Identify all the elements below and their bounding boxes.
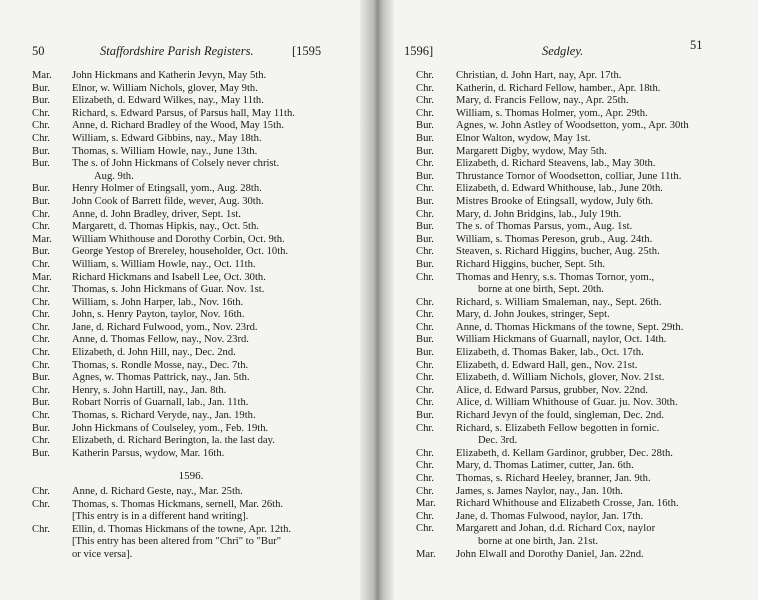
register-entry bbox=[416, 347, 746, 360]
entry-continuation: borne at one birth, Sept. 20th. bbox=[478, 284, 604, 296]
entry-type: Chr. bbox=[416, 523, 434, 535]
page-number: 50 bbox=[32, 44, 45, 58]
entry-type: Chr. bbox=[416, 70, 434, 81]
entry-type: Chr. bbox=[416, 422, 434, 434]
entry-text: William, s. John Harper, lab., Nov. 16th. bbox=[72, 296, 244, 308]
entry-text: Elnor Walton, wydow, May 1st. bbox=[456, 132, 591, 144]
entry-text: John Hickmans and Katherin Jevyn, May 5th. bbox=[72, 70, 267, 81]
register-entry bbox=[32, 309, 350, 322]
entry-type: Chr. bbox=[416, 296, 434, 308]
register-entry bbox=[32, 209, 350, 222]
entry-type: Mar. bbox=[416, 498, 436, 510]
running-title: Sedgley. bbox=[542, 44, 584, 58]
register-entry bbox=[32, 70, 350, 83]
register-entry bbox=[32, 372, 350, 385]
register-entry bbox=[32, 486, 350, 499]
entry-text: Mary, d. John Bridgins, lab., July 19th. bbox=[456, 208, 622, 220]
register-entry bbox=[416, 448, 746, 461]
entry-text: William, s. Edward Gibbins, nay., May 18th. bbox=[72, 132, 262, 144]
entry-type: Chr. bbox=[32, 523, 50, 535]
entry-text: Mary, d. Francis Fellow, nay., Apr. 25th. bbox=[456, 95, 629, 107]
entry-text: Alice, d. William Whithouse of Guar. ju. Nov. 30th. bbox=[456, 397, 678, 409]
entry-text: Christian, d. John Hart, nay, Apr. 17th. bbox=[456, 70, 622, 81]
entry-type: Mar. bbox=[32, 271, 52, 283]
entry-text: Thomas, s. John Hickmans of Guar. Nov. 1st. bbox=[72, 284, 265, 296]
entry-type: Bur. bbox=[416, 120, 434, 132]
editorial-note: [This entry is in a different hand writing]. bbox=[72, 511, 249, 523]
entry-type: Chr. bbox=[32, 309, 50, 321]
register-entry bbox=[32, 272, 350, 285]
entry-text: Elizabeth, d. William Nichols, glover, Nov. 21st. bbox=[456, 372, 665, 384]
register-entry bbox=[416, 372, 746, 385]
editorial-note: or vice versa]. bbox=[72, 548, 133, 560]
entry-type: Chr. bbox=[32, 347, 50, 359]
left-page bbox=[0, 0, 362, 600]
entry-text: Steaven, s. Richard Higgins, bucher, Aug. 25th. bbox=[456, 246, 660, 258]
entry-text: Jane, d. Richard Fulwood, yom., Nov. 23rd. bbox=[72, 321, 258, 333]
entry-type: Chr. bbox=[32, 410, 50, 422]
entry-type: Chr. bbox=[416, 321, 434, 333]
entry-text: Alice, d. Edward Parsus, grubber, Nov. 22nd. bbox=[456, 384, 648, 396]
entry-text: William, s. Thomas Holmer, yom., Apr. 29th. bbox=[456, 107, 648, 119]
entry-type: Chr. bbox=[416, 397, 434, 409]
entry-type: Chr. bbox=[416, 309, 434, 321]
register-entry bbox=[32, 196, 350, 209]
entry-text: Thrustance Tornor of Woodsetton, colliar, June 11th. bbox=[456, 170, 682, 182]
entry-type: Chr. bbox=[416, 384, 434, 396]
register-entry bbox=[32, 499, 350, 512]
register-entry bbox=[32, 385, 350, 398]
register-entry bbox=[416, 83, 746, 96]
register-entry bbox=[32, 423, 350, 436]
register-entry bbox=[416, 498, 746, 511]
entry-type: Chr. bbox=[32, 334, 50, 346]
register-entry bbox=[32, 435, 350, 448]
entry-text: Robart Norris of Guarnall, lab., Jan. 11th. bbox=[72, 397, 249, 409]
entry-text: William, s. Thomas Pereson, grub., Aug. 24th. bbox=[456, 233, 653, 245]
register-entry bbox=[416, 183, 746, 196]
register-entries bbox=[416, 70, 746, 561]
entry-text: Anne, d. Thomas Fellow, nay., Nov. 23rd. bbox=[72, 334, 249, 346]
entry-type: Chr. bbox=[32, 284, 50, 296]
entry-type: Bur. bbox=[32, 158, 50, 170]
entry-text: Anne, d. John Bradley, driver, Sept. 1st. bbox=[72, 208, 241, 220]
register-entry bbox=[32, 183, 350, 196]
entry-type: Chr. bbox=[32, 498, 50, 510]
entry-text: Anne, d. Richard Geste, nay., Mar. 25th. bbox=[72, 486, 243, 497]
entry-type: Chr. bbox=[32, 435, 50, 447]
page-number: 51 bbox=[690, 38, 703, 52]
entry-text: Elizabeth, d. Richard Berington, la. the last day. bbox=[72, 435, 275, 447]
entry-text: John Cook of Barrett filde, wever, Aug. 30th. bbox=[72, 195, 264, 207]
register-entry bbox=[416, 70, 746, 83]
entry-type: Chr. bbox=[416, 473, 434, 484]
right-page bbox=[394, 0, 758, 600]
entry-type: Chr. bbox=[32, 296, 50, 308]
entry-type: Chr. bbox=[416, 271, 434, 283]
entry-type: Bur. bbox=[416, 132, 434, 144]
year-bracket: [1595 bbox=[292, 44, 322, 58]
register-entry bbox=[416, 196, 746, 209]
entry-text: Richard, s. Edward Parsus, of Parsus hall, May 11th. bbox=[72, 107, 295, 119]
book-gutter bbox=[360, 0, 394, 600]
register-entry bbox=[32, 221, 350, 234]
register-entry bbox=[32, 448, 350, 461]
register-entry bbox=[32, 133, 350, 146]
register-entry bbox=[416, 473, 746, 486]
entry-text: Elizabeth, d. Edward Hall, gen., Nov. 21st. bbox=[456, 359, 638, 371]
entry-text: Elizabeth, d. Kellam Gardinor, grubber, Dec. 28th. bbox=[456, 447, 673, 459]
entry-type: Bur. bbox=[416, 145, 434, 157]
entry-type: Bur. bbox=[32, 422, 50, 434]
entry-text: George Yestop of Brereley, householder, Oct. 10th. bbox=[72, 246, 289, 258]
entry-type: Bur. bbox=[416, 170, 434, 182]
entry-type: Chr. bbox=[32, 258, 50, 270]
entry-text: Anne, d. Thomas Hickmans of the towne, Sept. 29th. bbox=[456, 321, 684, 333]
register-entry bbox=[32, 158, 350, 171]
register-entry bbox=[32, 334, 350, 347]
register-entry bbox=[416, 334, 746, 347]
register-entry bbox=[32, 397, 350, 410]
entry-type: Bur. bbox=[32, 397, 50, 409]
year-bracket: 1596] bbox=[404, 44, 434, 58]
register-entry bbox=[416, 146, 746, 159]
entry-type: Bur. bbox=[32, 447, 50, 459]
register-entry bbox=[32, 360, 350, 373]
entry-text: Thomas, s. Richard Veryde, nay., Jan. 19th. bbox=[72, 410, 256, 422]
entry-text: Richard Whithouse and Elizabeth Crosse, Jan. 16th. bbox=[456, 498, 679, 510]
register-entry bbox=[416, 221, 746, 234]
register-entry bbox=[32, 347, 350, 360]
entry-text: Richard, s. Elizabeth Fellow begotten in fornic. bbox=[456, 422, 660, 434]
entry-type: Chr. bbox=[416, 208, 434, 220]
entry-text: Richard Higgins, bucher, Sept. 5th. bbox=[456, 258, 606, 270]
register-entry bbox=[32, 524, 350, 537]
register-entry bbox=[416, 297, 746, 310]
entry-type: Bur. bbox=[32, 183, 50, 195]
register-entry bbox=[416, 360, 746, 373]
entry-text: Katherin, d. Richard Fellow, hamber., Apr. 18th. bbox=[456, 82, 661, 94]
entry-type: Chr. bbox=[32, 132, 50, 144]
register-entry bbox=[416, 385, 746, 398]
entry-type: Bur. bbox=[416, 258, 434, 270]
entry-text: Elizabeth, d. John Hill, nay., Dec. 2nd. bbox=[72, 347, 236, 359]
register-entry bbox=[32, 108, 350, 121]
entry-type: Chr. bbox=[416, 183, 434, 195]
entry-text: John Hickmans of Coulseley, yom., Feb. 19th. bbox=[72, 422, 269, 434]
entry-type: Chr. bbox=[416, 82, 434, 94]
entry-type: Chr. bbox=[32, 486, 50, 497]
entry-type: Chr. bbox=[416, 510, 434, 522]
entry-type: Chr. bbox=[32, 359, 50, 371]
register-entry bbox=[32, 284, 350, 297]
register-entry bbox=[32, 259, 350, 272]
entry-type: Bur. bbox=[32, 82, 50, 94]
entry-text: Jane, d. Thomas Fulwood, naylor, Jan. 17th. bbox=[456, 510, 644, 522]
register-entry bbox=[416, 486, 746, 499]
entry-type: Bur. bbox=[32, 246, 50, 258]
register-entry bbox=[32, 234, 350, 247]
entry-text: Elizabeth, d. Thomas Baker, lab., Oct. 17th. bbox=[456, 347, 644, 359]
entry-text: The s. of John Hickmans of Colsely never christ. bbox=[72, 158, 280, 170]
entry-type: Mar. bbox=[416, 548, 436, 560]
entry-type: Chr. bbox=[416, 95, 434, 107]
entry-text: Margarett and Johan, d.d. Richard Cox, naylor bbox=[456, 523, 656, 535]
register-entries bbox=[32, 70, 350, 562]
entry-type: Chr. bbox=[416, 460, 434, 472]
entry-type: Bur. bbox=[416, 410, 434, 422]
register-entry bbox=[32, 410, 350, 423]
entry-type: Chr. bbox=[416, 447, 434, 459]
entry-text: Mistres Brooke of Etingsall, wydow, July 6th. bbox=[456, 195, 654, 207]
entry-type: Mar. bbox=[32, 70, 52, 81]
entry-text: Thomas, s. Rondle Mosse, nay., Dec. 7th. bbox=[72, 359, 249, 371]
entry-type: Bur. bbox=[32, 372, 50, 384]
register-entry bbox=[416, 246, 746, 259]
register-entry bbox=[416, 133, 746, 146]
entry-continuation: Dec. 3rd. bbox=[478, 435, 518, 447]
entry-type: Bur. bbox=[32, 95, 50, 107]
register-entry bbox=[416, 322, 746, 335]
entry-text: Margarett Digby, wydow, May 5th. bbox=[456, 145, 607, 157]
entry-text: Elizabeth, d. Edward Wilkes, nay., May 11th. bbox=[72, 95, 264, 107]
register-entry bbox=[416, 460, 746, 473]
entry-type: Chr. bbox=[416, 372, 434, 384]
entry-type: Chr. bbox=[416, 359, 434, 371]
register-entry bbox=[416, 209, 746, 222]
entry-text: Agnes, w. Thomas Pattrick, nay., Jan. 5th. bbox=[72, 372, 250, 384]
entry-text: Elnor, w. William Nichols, glover, May 9th. bbox=[72, 82, 258, 94]
register-entry bbox=[32, 95, 350, 108]
entry-text: Thomas, s. Richard Heeley, branner, Jan. 9th. bbox=[456, 473, 651, 484]
entry-type: Mar. bbox=[32, 233, 52, 245]
register-entry bbox=[416, 234, 746, 247]
entry-text: James, s. James Naylor, nay., Jan. 10th. bbox=[456, 485, 623, 497]
entry-type: Chr. bbox=[416, 158, 434, 170]
entry-type: Bur. bbox=[416, 347, 434, 359]
register-entry bbox=[416, 259, 746, 272]
register-entry bbox=[416, 272, 746, 285]
register-entry bbox=[416, 120, 746, 133]
entry-type: Bur. bbox=[416, 334, 434, 346]
running-title: Staffordshire Parish Registers. bbox=[100, 44, 254, 58]
entry-text: Ellin, d. Thomas Hickmans of the towne, Apr. 12th. bbox=[72, 523, 292, 535]
entry-type: Chr. bbox=[32, 120, 50, 132]
entry-text: Margarett, d. Thomas Hipkis, nay., Oct. 5th. bbox=[72, 221, 259, 233]
entry-text: Mary, d. John Joukes, stringer, Sept. bbox=[456, 309, 610, 321]
entry-text: Thomas, s. Thomas Hickmans, sernell, Mar. 26th. bbox=[72, 498, 284, 510]
entry-text: Richard Jevyn of the fould, singleman, Dec. 2nd. bbox=[456, 410, 665, 422]
entry-continuation: borne at one birth, Jan. 21st. bbox=[478, 535, 599, 547]
register-entry bbox=[416, 423, 746, 436]
entry-text: William Whithouse and Dorothy Corbin, Oct. 9th. bbox=[72, 233, 285, 245]
entry-text: William, s. William Howle, nay., Oct. 11th. bbox=[72, 258, 256, 270]
register-entry bbox=[32, 83, 350, 96]
entry-type: Chr. bbox=[416, 485, 434, 497]
entry-type: Chr. bbox=[32, 208, 50, 220]
entry-continuation: Aug. 9th. bbox=[94, 170, 134, 182]
register-entry bbox=[32, 297, 350, 310]
entry-text: John Elwall and Dorothy Daniel, Jan. 22nd. bbox=[456, 548, 644, 560]
entry-text: John, s. Henry Payton, taylor, Nov. 16th. bbox=[72, 309, 245, 321]
entry-type: Bur. bbox=[416, 195, 434, 207]
register-entry bbox=[416, 158, 746, 171]
entry-text: Henry, s. John Hartill, nay., Jan. 8th. bbox=[72, 384, 227, 396]
entry-type: Bur. bbox=[32, 145, 50, 157]
register-entry bbox=[416, 397, 746, 410]
editorial-note: [This entry has been altered from "Chri" to "Bur" bbox=[72, 536, 282, 548]
entry-text: William Hickmans of Guarnall, naylor, Oct. 14th. bbox=[456, 334, 667, 346]
entry-text: Katherin Parsus, wydow, Mar. 16th. bbox=[72, 447, 225, 459]
entry-type: Chr. bbox=[32, 107, 50, 119]
entry-text: Richard, s. William Smaleman, nay., Sept. 26th. bbox=[456, 296, 662, 308]
entry-text: Elizabeth, d. Richard Steavens, lab., May 30th. bbox=[456, 158, 656, 170]
entry-text: Richard Hickmans and Isabell Lee, Oct. 30th. bbox=[72, 271, 266, 283]
register-entry bbox=[32, 146, 350, 159]
register-entry bbox=[416, 95, 746, 108]
register-entry bbox=[32, 322, 350, 335]
register-entry bbox=[416, 523, 746, 536]
entry-text: Thomas and Henry, s.s. Thomas Tornor, yom., bbox=[456, 271, 655, 283]
entry-text: Elizabeth, d. Edward Whithouse, lab., June 20th. bbox=[456, 183, 663, 195]
entry-type: Bur. bbox=[416, 221, 434, 233]
entry-type: Bur. bbox=[416, 233, 434, 245]
register-entry bbox=[416, 108, 746, 121]
register-entry bbox=[416, 511, 746, 524]
register-entry bbox=[416, 410, 746, 423]
entry-type: Chr. bbox=[416, 246, 434, 258]
register-entry bbox=[416, 171, 746, 184]
entry-text: Henry Holmer of Etingsall, yom., Aug. 28th. bbox=[72, 183, 262, 195]
entry-type: Chr. bbox=[32, 321, 50, 333]
entry-text: Agnes, w. John Astley of Woodsetton, yom., Apr. 30th bbox=[456, 120, 689, 132]
register-entry bbox=[32, 120, 350, 133]
entry-type: Chr. bbox=[416, 107, 434, 119]
register-entry bbox=[416, 549, 746, 562]
entry-type: Bur. bbox=[32, 195, 50, 207]
entry-text: Anne, d. Richard Bradley of the Wood, May 15th. bbox=[72, 120, 284, 132]
entry-text: Mary, d. Thomas Latimer, cutter, Jan. 6th. bbox=[456, 460, 634, 472]
entry-type: Chr. bbox=[32, 221, 50, 233]
entry-type: Chr. bbox=[32, 384, 50, 396]
register-entry bbox=[32, 246, 350, 259]
entry-text: Thomas, s. William Howle, nay., June 13th. bbox=[72, 145, 258, 157]
register-entry bbox=[416, 309, 746, 322]
entry-text: The s. of Thomas Parsus, yom., Aug. 1st. bbox=[456, 221, 633, 233]
year-heading: 1596. bbox=[178, 470, 204, 483]
